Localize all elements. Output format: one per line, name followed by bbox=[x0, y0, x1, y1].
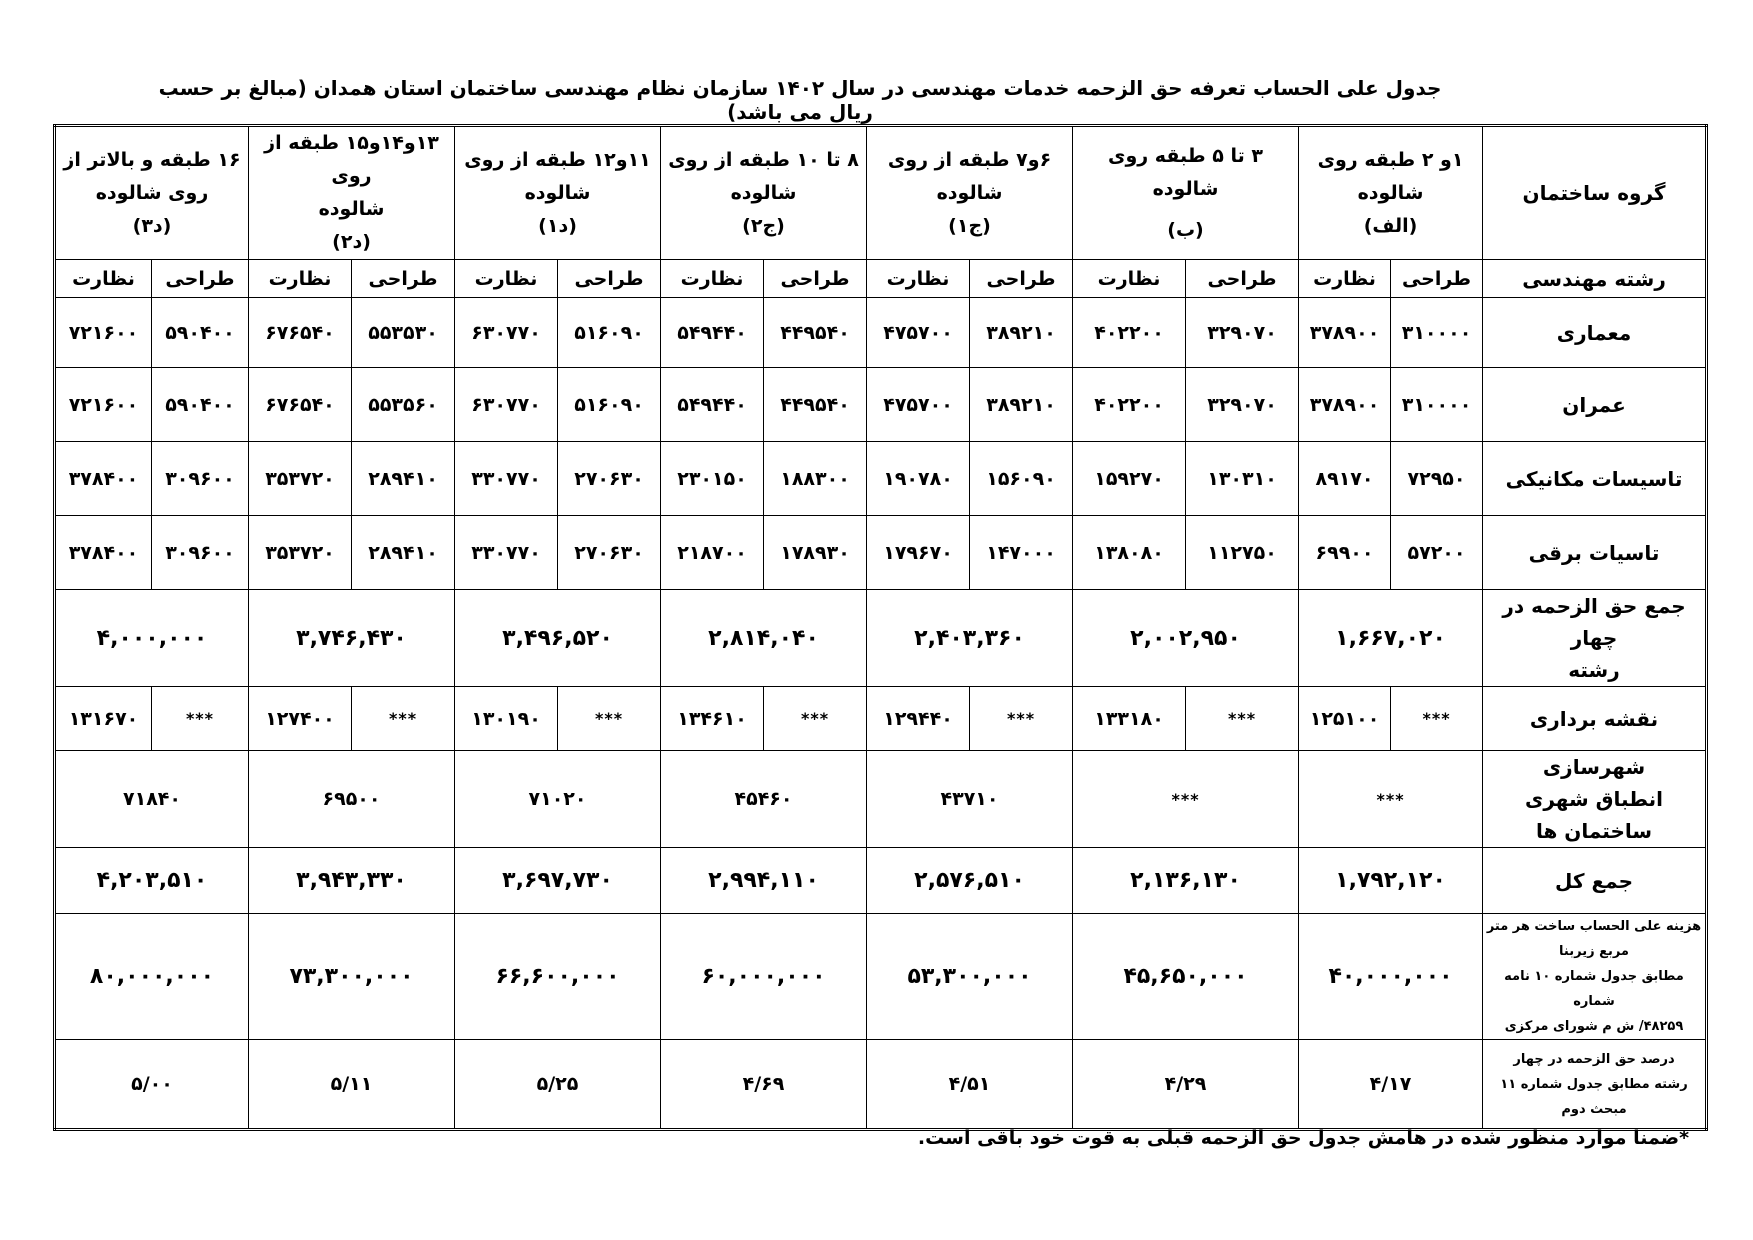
total-cell: ۲,۱۳۶,۱۳۰ bbox=[1073, 848, 1299, 914]
row-label: نقشه برداری bbox=[1483, 687, 1707, 751]
group-label: گروه ساختمان bbox=[1483, 126, 1707, 260]
value-cell: ۶۹۹۰۰ bbox=[1299, 516, 1391, 590]
total-cell: ۲,۹۹۴,۱۱۰ bbox=[661, 848, 867, 914]
value-cell: ۱۷۸۹۳۰ bbox=[764, 516, 867, 590]
value-cell: ۶۷۶۵۴۰ bbox=[249, 368, 352, 442]
value-cell: ۳۰۹۶۰۰ bbox=[152, 442, 249, 516]
value-cell: ۳۱۰۰۰۰ bbox=[1391, 368, 1483, 442]
supervision-header: نظارت bbox=[455, 260, 558, 298]
value-cell: ۱۲۹۴۴۰ bbox=[867, 687, 970, 751]
group-header: ۳ تا ۵ طبقه روی شالوده (ب) bbox=[1073, 126, 1299, 260]
value-cell: ۲۱۸۷۰۰ bbox=[661, 516, 764, 590]
row-label: تاسیسات مکانیکی bbox=[1483, 442, 1707, 516]
total-cell: ۳,۷۴۶,۴۳۰ bbox=[249, 590, 455, 687]
percent-cell: ۴/۲۹ bbox=[1073, 1040, 1299, 1130]
fee-table bbox=[53, 124, 1708, 1131]
row-label: شهرسازی انطباق شهری ساختمان ها bbox=[1483, 751, 1707, 848]
value-cell: ۴۰۲۲۰۰ bbox=[1073, 368, 1186, 442]
value-cell: ۲۷۰۶۳۰ bbox=[558, 516, 661, 590]
percent-cell: ۴/۱۷ bbox=[1299, 1040, 1483, 1130]
value-cell: ۵۹۰۴۰۰ bbox=[152, 298, 249, 368]
value-cell: ۳۸۹۲۱۰ bbox=[970, 368, 1073, 442]
value-cell: ۶۹۵۰۰ bbox=[249, 751, 455, 848]
row-civil bbox=[55, 368, 1707, 442]
value-cell: ۴۷۵۷۰۰ bbox=[867, 368, 970, 442]
total-cell: ۴۵,۶۵۰,۰۰۰ bbox=[1073, 914, 1299, 1040]
total-cell: ۱,۶۶۷,۰۲۰ bbox=[1299, 590, 1483, 687]
row-urban bbox=[55, 751, 1707, 848]
value-cell: ۱۳۴۶۱۰ bbox=[661, 687, 764, 751]
value-cell: ۳۳۰۷۷۰ bbox=[455, 516, 558, 590]
no-design-marker: *** bbox=[764, 687, 867, 751]
design-header: طراحی bbox=[764, 260, 867, 298]
group-header-row bbox=[55, 126, 1707, 260]
group-header: ۸ تا ۱۰ طبقه از روی شالوده (ج۲) bbox=[661, 126, 867, 260]
value-cell: ۴۰۲۲۰۰ bbox=[1073, 298, 1186, 368]
value-cell: ۴۳۷۱۰ bbox=[867, 751, 1073, 848]
row-label: تاسیات برقی bbox=[1483, 516, 1707, 590]
total-cell: ۴,۲۰۳,۵۱۰ bbox=[55, 848, 249, 914]
total-cell: ۲,۰۰۲,۹۵۰ bbox=[1073, 590, 1299, 687]
row-label: درصد حق الزحمه در چهار رشته مطابق جدول شماره ۱۱ مبحث دوم bbox=[1483, 1040, 1707, 1130]
no-design-marker: *** bbox=[558, 687, 661, 751]
supervision-header: نظارت bbox=[867, 260, 970, 298]
total-cell: ۷۳,۳۰۰,۰۰۰ bbox=[249, 914, 455, 1040]
value-cell: ۲۳۰۱۵۰ bbox=[661, 442, 764, 516]
group-header: ۶و۷ طبقه از روی شالوده (ج۱) bbox=[867, 126, 1073, 260]
value-cell: ۱۲۷۴۰۰ bbox=[249, 687, 352, 751]
no-design-marker: *** bbox=[1391, 687, 1483, 751]
value-cell: *** bbox=[1299, 751, 1483, 848]
total-cell: ۴۰,۰۰۰,۰۰۰ bbox=[1299, 914, 1483, 1040]
value-cell: ۵۵۳۵۳۰ bbox=[352, 298, 455, 368]
total-cell: ۸۰,۰۰۰,۰۰۰ bbox=[55, 914, 249, 1040]
row-surveying bbox=[55, 687, 1707, 751]
value-cell: ۲۸۹۴۱۰ bbox=[352, 442, 455, 516]
design-header: طراحی bbox=[352, 260, 455, 298]
value-cell: ۱۸۸۳۰۰ bbox=[764, 442, 867, 516]
no-design-marker: *** bbox=[352, 687, 455, 751]
field-label: رشته مهندسی bbox=[1483, 260, 1707, 298]
row-electrical bbox=[55, 516, 1707, 590]
total-cell: ۲,۵۷۶,۵۱۰ bbox=[867, 848, 1073, 914]
value-cell: ۳۷۸۹۰۰ bbox=[1299, 368, 1391, 442]
percent-cell: ۵/۱۱ bbox=[249, 1040, 455, 1130]
design-header: طراحی bbox=[1186, 260, 1299, 298]
row-label: جمع حق الزحمه در چهار رشته bbox=[1483, 590, 1707, 687]
row-label: معماری bbox=[1483, 298, 1707, 368]
value-cell: ۱۳۰۱۹۰ bbox=[455, 687, 558, 751]
percent-cell: ۵/۰۰ bbox=[55, 1040, 249, 1130]
design-header: طراحی bbox=[970, 260, 1073, 298]
percent-cell: ۴/۵۱ bbox=[867, 1040, 1073, 1130]
value-cell: ۳۷۸۹۰۰ bbox=[1299, 298, 1391, 368]
row-grand-total bbox=[55, 848, 1707, 914]
row-fee-percent bbox=[55, 1040, 1707, 1130]
value-cell: ۱۱۲۷۵۰ bbox=[1186, 516, 1299, 590]
value-cell: ۶۳۰۷۷۰ bbox=[455, 368, 558, 442]
value-cell: ۴۴۹۵۴۰ bbox=[764, 298, 867, 368]
value-cell: ۳۰۹۶۰۰ bbox=[152, 516, 249, 590]
value-cell: ۵۱۶۰۹۰ bbox=[558, 368, 661, 442]
design-header: طراحی bbox=[558, 260, 661, 298]
group-header: ۱۳و۱۴و۱۵ طبقه از روی شالوده (د۲) bbox=[249, 126, 455, 260]
value-cell: ۳۷۸۴۰۰ bbox=[55, 442, 152, 516]
value-cell: ۱۷۹۶۷۰ bbox=[867, 516, 970, 590]
design-header: طراحی bbox=[152, 260, 249, 298]
row-label: هزینه علی الحساب ساخت هر متر مربع زیربنا مطابق جدول شماره ۱۰ نامه شماره ۴۸۲۵۹/ ش م شورای مرکزی bbox=[1483, 914, 1707, 1040]
percent-cell: ۵/۲۵ bbox=[455, 1040, 661, 1130]
subheader-row bbox=[55, 260, 1707, 298]
value-cell: ۱۴۷۰۰۰ bbox=[970, 516, 1073, 590]
value-cell: ۱۳۳۱۸۰ bbox=[1073, 687, 1186, 751]
value-cell: ۳۷۸۴۰۰ bbox=[55, 516, 152, 590]
value-cell: ۱۳۱۶۷۰ bbox=[55, 687, 152, 751]
no-design-marker: *** bbox=[1186, 687, 1299, 751]
supervision-header: نظارت bbox=[55, 260, 152, 298]
row-four-fields-total bbox=[55, 590, 1707, 687]
document-title: جدول علی الحساب تعرفه حق الزحمه خدمات مهندسی در سال ۱۴۰۲ سازمان نظام مهندسی ساختمان استان همدان (مبالغ بر حسب ریال می باشد) bbox=[158, 76, 1442, 124]
design-header: طراحی bbox=[1391, 260, 1483, 298]
total-cell: ۲,۴۰۳,۳۶۰ bbox=[867, 590, 1073, 687]
value-cell: ۱۲۵۱۰۰ bbox=[1299, 687, 1391, 751]
value-cell: ۱۹۰۷۸۰ bbox=[867, 442, 970, 516]
row-construction-cost bbox=[55, 914, 1707, 1040]
value-cell: ۳۲۹۰۷۰ bbox=[1186, 368, 1299, 442]
value-cell: ۲۸۹۴۱۰ bbox=[352, 516, 455, 590]
value-cell: *** bbox=[1073, 751, 1299, 848]
row-label: جمع کل bbox=[1483, 848, 1707, 914]
value-cell: ۷۲۱۶۰۰ bbox=[55, 368, 152, 442]
total-cell: ۲,۸۱۴,۰۴۰ bbox=[661, 590, 867, 687]
value-cell: ۴۷۵۷۰۰ bbox=[867, 298, 970, 368]
group-header: ۱۶ طبقه و بالاتر از روی شالوده (د۳) bbox=[55, 126, 249, 260]
value-cell: ۳۸۹۲۱۰ bbox=[970, 298, 1073, 368]
value-cell: ۵۴۹۴۴۰ bbox=[661, 298, 764, 368]
group-header: ۱و ۲ طبقه روی شالوده (الف) bbox=[1299, 126, 1483, 260]
value-cell: ۵۴۹۴۴۰ bbox=[661, 368, 764, 442]
value-cell: ۱۵۶۰۹۰ bbox=[970, 442, 1073, 516]
value-cell: ۵۵۳۵۶۰ bbox=[352, 368, 455, 442]
supervision-header: نظارت bbox=[249, 260, 352, 298]
value-cell: ۲۷۰۶۳۰ bbox=[558, 442, 661, 516]
value-cell: ۵۱۶۰۹۰ bbox=[558, 298, 661, 368]
value-cell: ۷۱۸۴۰ bbox=[55, 751, 249, 848]
total-cell: ۴,۰۰۰,۰۰۰ bbox=[55, 590, 249, 687]
value-cell: ۵۷۲۰۰ bbox=[1391, 516, 1483, 590]
row-architecture bbox=[55, 298, 1707, 368]
supervision-header: نظارت bbox=[661, 260, 764, 298]
supervision-header: نظارت bbox=[1299, 260, 1391, 298]
value-cell: ۱۵۹۲۷۰ bbox=[1073, 442, 1186, 516]
value-cell: ۳۳۰۷۷۰ bbox=[455, 442, 558, 516]
no-design-marker: *** bbox=[152, 687, 249, 751]
total-cell: ۳,۴۹۶,۵۲۰ bbox=[455, 590, 661, 687]
total-cell: ۱,۷۹۲,۱۲۰ bbox=[1299, 848, 1483, 914]
value-cell: ۳۵۳۷۲۰ bbox=[249, 516, 352, 590]
row-label: عمران bbox=[1483, 368, 1707, 442]
footnote: *ضمنا موارد منظور شده در هامش جدول حق الزحمه قبلی به قوت خود باقی است. bbox=[917, 1127, 1689, 1149]
total-cell: ۳,۶۹۷,۷۳۰ bbox=[455, 848, 661, 914]
value-cell: ۷۲۹۵۰ bbox=[1391, 442, 1483, 516]
total-cell: ۳,۹۴۳,۳۳۰ bbox=[249, 848, 455, 914]
value-cell: ۵۹۰۴۰۰ bbox=[152, 368, 249, 442]
percent-cell: ۴/۶۹ bbox=[661, 1040, 867, 1130]
total-cell: ۶۰,۰۰۰,۰۰۰ bbox=[661, 914, 867, 1040]
total-cell: ۵۳,۳۰۰,۰۰۰ bbox=[867, 914, 1073, 1040]
group-header: ۱۱و۱۲ طبقه از روی شالوده (د۱) bbox=[455, 126, 661, 260]
value-cell: ۱۳۸۰۸۰ bbox=[1073, 516, 1186, 590]
no-design-marker: *** bbox=[970, 687, 1073, 751]
value-cell: ۳۵۳۷۲۰ bbox=[249, 442, 352, 516]
total-cell: ۶۶,۶۰۰,۰۰۰ bbox=[455, 914, 661, 1040]
value-cell: ۳۲۹۰۷۰ bbox=[1186, 298, 1299, 368]
value-cell: ۸۹۱۷۰ bbox=[1299, 442, 1391, 516]
value-cell: ۱۳۰۳۱۰ bbox=[1186, 442, 1299, 516]
supervision-header: نظارت bbox=[1073, 260, 1186, 298]
value-cell: ۶۳۰۷۷۰ bbox=[455, 298, 558, 368]
value-cell: ۴۵۴۶۰ bbox=[661, 751, 867, 848]
value-cell: ۳۱۰۰۰۰ bbox=[1391, 298, 1483, 368]
value-cell: ۴۴۹۵۴۰ bbox=[764, 368, 867, 442]
row-mechanical bbox=[55, 442, 1707, 516]
value-cell: ۷۲۱۶۰۰ bbox=[55, 298, 152, 368]
value-cell: ۶۷۶۵۴۰ bbox=[249, 298, 352, 368]
value-cell: ۷۱۰۲۰ bbox=[455, 751, 661, 848]
